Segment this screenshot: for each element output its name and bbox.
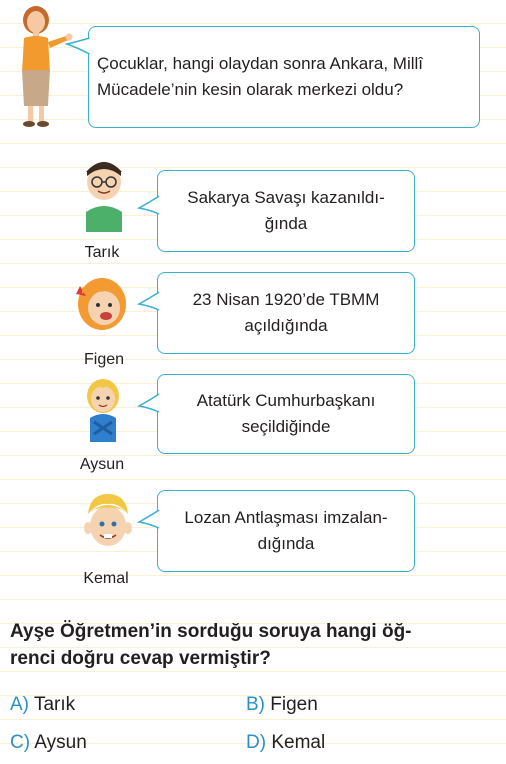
- aysun-avatar: [78, 374, 128, 450]
- quiz-question-line: renci doğru cevap vermiştir?: [10, 648, 271, 669]
- option-letter: D): [246, 732, 267, 753]
- option-a[interactable]: [10, 694, 75, 716]
- aysun-answer-bubble: [157, 374, 415, 454]
- option-d[interactable]: [246, 732, 325, 754]
- tarik-answer-bubble: [157, 170, 415, 252]
- bubble-tail: [66, 36, 90, 58]
- option-letter: B): [246, 694, 265, 715]
- student-name-aysun: Aysun: [79, 456, 125, 473]
- option-letter: C): [10, 732, 31, 753]
- answer-line: açıldığında: [244, 316, 328, 335]
- option-text: Kemal: [271, 732, 326, 753]
- student-name-tarik: Tarık: [84, 244, 120, 261]
- teacher-illustration: [4, 2, 76, 132]
- kemal-answer-bubble: [157, 490, 415, 572]
- student-name-kemal: Kemal: [83, 570, 129, 587]
- answer-line: Lozan Antlaşması imzalan-: [184, 508, 388, 527]
- bubble-tail: [138, 392, 160, 416]
- quiz-question-line: Ayşe Öğretmen’in sorduğu soruya hangi öğ-: [10, 621, 412, 642]
- kemal-avatar: [78, 490, 136, 570]
- option-text: Tarık: [33, 694, 76, 715]
- bubble-tail: [138, 194, 160, 218]
- option-c[interactable]: [10, 732, 87, 754]
- option-text: Aysun: [34, 732, 87, 753]
- bubble-tail: [138, 508, 160, 532]
- teacher-question-line: Mücadele’nin kesin olarak merkezi oldu?: [97, 80, 404, 99]
- figen-avatar: [72, 272, 134, 346]
- student-name-figen: Figen: [83, 351, 125, 368]
- quiz-question: [10, 618, 502, 672]
- teacher-question-bubble: [88, 26, 480, 128]
- option-b[interactable]: [246, 694, 318, 716]
- answer-line: Sakarya Savaşı kazanıldı-: [187, 188, 385, 207]
- answer-line: dığında: [257, 534, 315, 553]
- bubble-tail: [138, 290, 160, 314]
- answer-line: ğında: [264, 214, 308, 233]
- teacher-question-line: Çocuklar, hangi olaydan sonra Ankara, Millî: [97, 54, 424, 73]
- answer-line: seçildiğinde: [241, 417, 331, 436]
- option-letter: A): [10, 694, 29, 715]
- option-text: Figen: [270, 694, 318, 715]
- figen-answer-bubble: [157, 272, 415, 354]
- answer-line: 23 Nisan 1920’de TBMM: [192, 290, 380, 309]
- tarik-avatar: [76, 152, 132, 240]
- answer-line: Atatürk Cumhurbaşkanı: [196, 391, 376, 410]
